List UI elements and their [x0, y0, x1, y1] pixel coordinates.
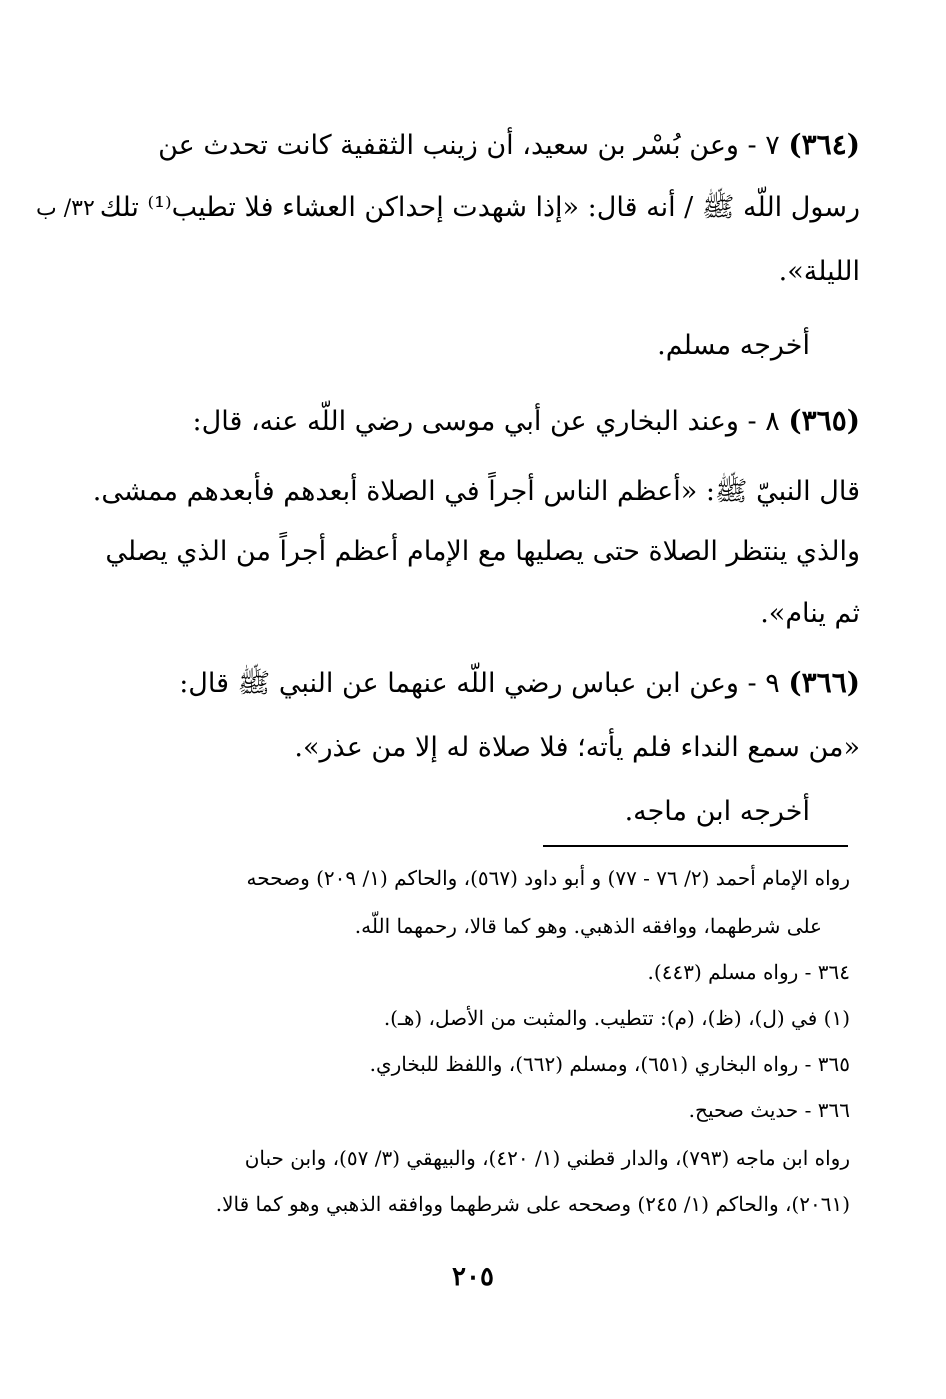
footnote-line: رواه ابن ماجه (٧٩٣)، والدار قطني (١/ ٤٢٠)، والبيهقي (٣/ ٥٧)، وابن حبان	[244, 1146, 850, 1170]
hadith-number: (٣٦٥)	[788, 404, 860, 437]
footnote-line: ٣٦٥ - رواه البخاري (٦٥١)، ومسلم (٦٦٢)، واللفظ للبخاري.	[369, 1052, 850, 1076]
footnote-line: ٣٦٤ - رواه مسلم (٤٤٣).	[647, 960, 850, 984]
hadith-number: (٣٦٤)	[788, 128, 860, 161]
hadith-text: ٨ - وعند البخاري عن أبي موسى رضي اللّه عنه، قال:	[192, 406, 780, 437]
hadith-text: ٧ - وعن بُسْر بن سعيد، أن زينب الثقفية كانت تحدث عن	[158, 130, 780, 161]
hadith-text: ٩ - وعن ابن عباس رضي اللّه عنهما عن النبي ﷺ قال:	[179, 668, 780, 699]
footnote-line: ٣٦٦ - حديث صحيح.	[688, 1098, 850, 1122]
hadith-364-line-1	[158, 128, 860, 161]
hadith-366-source: أخرجه ابن ماجه.	[624, 796, 810, 827]
footnote-separator	[543, 845, 848, 847]
margin-folio-note: ٣٢/ ب	[36, 196, 95, 221]
footnote-line: على شرطهما، ووافقه الذهبي. وهو كما قالا، رحمهما اللّه.	[354, 914, 822, 938]
page-number: ٢٠٥	[452, 1262, 494, 1292]
hadith-365-line-3: والذي ينتظر الصلاة حتى يصليها مع الإمام أعظم أجراً من الذي يصلي	[105, 536, 860, 567]
hadith-number: (٣٦٦)	[788, 666, 860, 699]
hadith-365-line-1	[193, 404, 860, 437]
footnote-line: (١) في (ل)، (ظ)، (م): تتطيب. والمثبت من الأصل، (هـ).	[383, 1006, 850, 1030]
hadith-365-line-2: قال النبيّ ﷺ: «أعظم الناس أجراً في الصلاة أبعدهم فأبعدهم ممشى.	[92, 476, 860, 507]
hadith-364-line-3: الليلة».	[778, 256, 860, 287]
footnote-line: (٢٠٦١)، والحاكم (١/ ٢٤٥) وصححه على شرطهما ووافقه الذهبي وهو كما قالا.	[215, 1192, 850, 1216]
hadith-364-line-2: رسول اللّه ﷺ / أنه قال: «إذا شهدت إحداكن العشاء فلا تطيب⁽¹⁾ تلك	[99, 192, 860, 223]
hadith-366-line-1	[179, 666, 860, 706]
hadith-366-line-2: «من سمع النداء فلم يأته؛ فلا صلاة له إلا من عذر».	[294, 732, 860, 763]
hadith-365-line-4: ثم ينام».	[760, 598, 860, 629]
footnote-line: رواه الإمام أحمد (٢/ ٧٦ - ٧٧) و أبو داود (٥٦٧)، والحاكم (١/ ٢٠٩) وصححه	[246, 866, 850, 890]
hadith-364-source: أخرجه مسلم.	[657, 330, 810, 361]
